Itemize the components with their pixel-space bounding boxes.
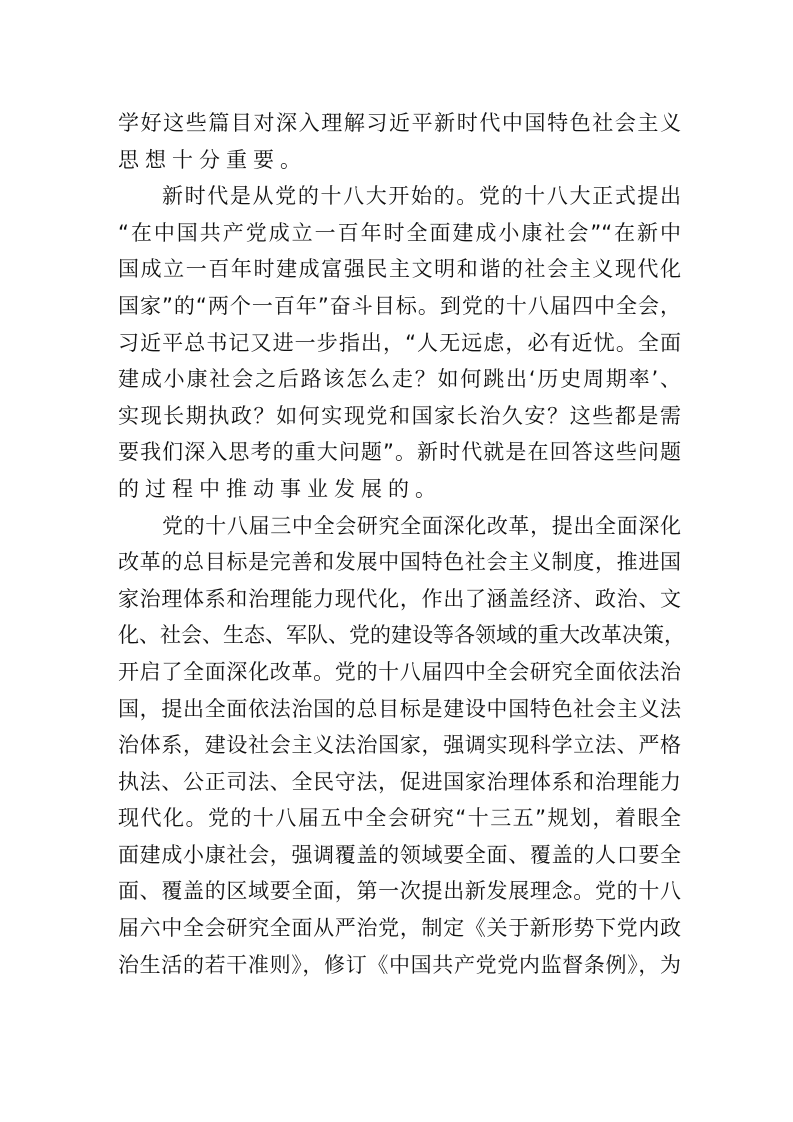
- text-line: 要我们深入思考的重大问题”。新时代就是在回答这些问题: [118, 440, 681, 465]
- text-line: 化、社会、生态、军队、党的建设等各领域的重大改革决策，: [118, 623, 685, 648]
- text-line: 面、覆盖的区域要全面，第一次提出新发展理念。党的十八: [118, 879, 681, 904]
- text-line: 党的十八届三中全会研究全面深化改革，提出全面深化: [162, 513, 681, 538]
- text-line: 治生活的若干准则》，修订《中国共产党党内监督条例》，为: [118, 952, 681, 977]
- text-line: “在中国共产党成立一百年时全面建成小康社会”“在新中: [118, 220, 681, 245]
- text-line: 现代化。党的十八届五中全会研究“十三五”规划，着眼全: [118, 806, 681, 831]
- text-line: 开启了全面深化改革。党的十八届四中全会研究全面依法治: [118, 659, 681, 684]
- text-line: 执法、公正司法、全民守法，促进国家治理体系和治理能力: [118, 769, 681, 794]
- text-line: 届六中全会研究全面从严治党，制定《关于新形势下党内政: [118, 916, 681, 941]
- text-line: 建成小康社会之后路该怎么走？如何跳出‘历史周期率’、: [118, 367, 681, 392]
- text-line: 面建成小康社会，强调覆盖的领域要全面、覆盖的人口要全: [118, 842, 681, 867]
- text-line: 国成立一百年时建成富强民主文明和谐的社会主义现代化: [118, 257, 681, 282]
- text-line: 思想十分重要。: [118, 147, 307, 172]
- text-line: 治体系，建设社会主义法治国家，强调实现科学立法、严格: [118, 733, 681, 758]
- text-line: 家治理体系和治理能力现代化，作出了涵盖经济、政治、文: [118, 586, 681, 611]
- text-line: 实现长期执政？如何实现党和国家长治久安？这些都是需: [118, 403, 681, 428]
- text-line: 的过程中推动事业发展的。: [118, 476, 442, 501]
- text-line: 国家”的“两个一百年”奋斗目标。到党的十八届四中全会，: [118, 293, 681, 318]
- text-line: 习近平总书记又进一步指出，“人无远虑，必有近忧。全面: [118, 330, 681, 355]
- document-body: [118, 105, 685, 983]
- text-line: 新时代是从党的十八大开始的。党的十八大正式提出: [162, 184, 681, 209]
- text-line: 国，提出全面依法治国的总目标是建设中国特色社会主义法: [118, 696, 681, 721]
- text-line: 学好这些篇目对深入理解习近平新时代中国特色社会主义: [118, 111, 681, 135]
- text-line: 改革的总目标是完善和发展中国特色社会主义制度，推进国: [118, 550, 681, 575]
